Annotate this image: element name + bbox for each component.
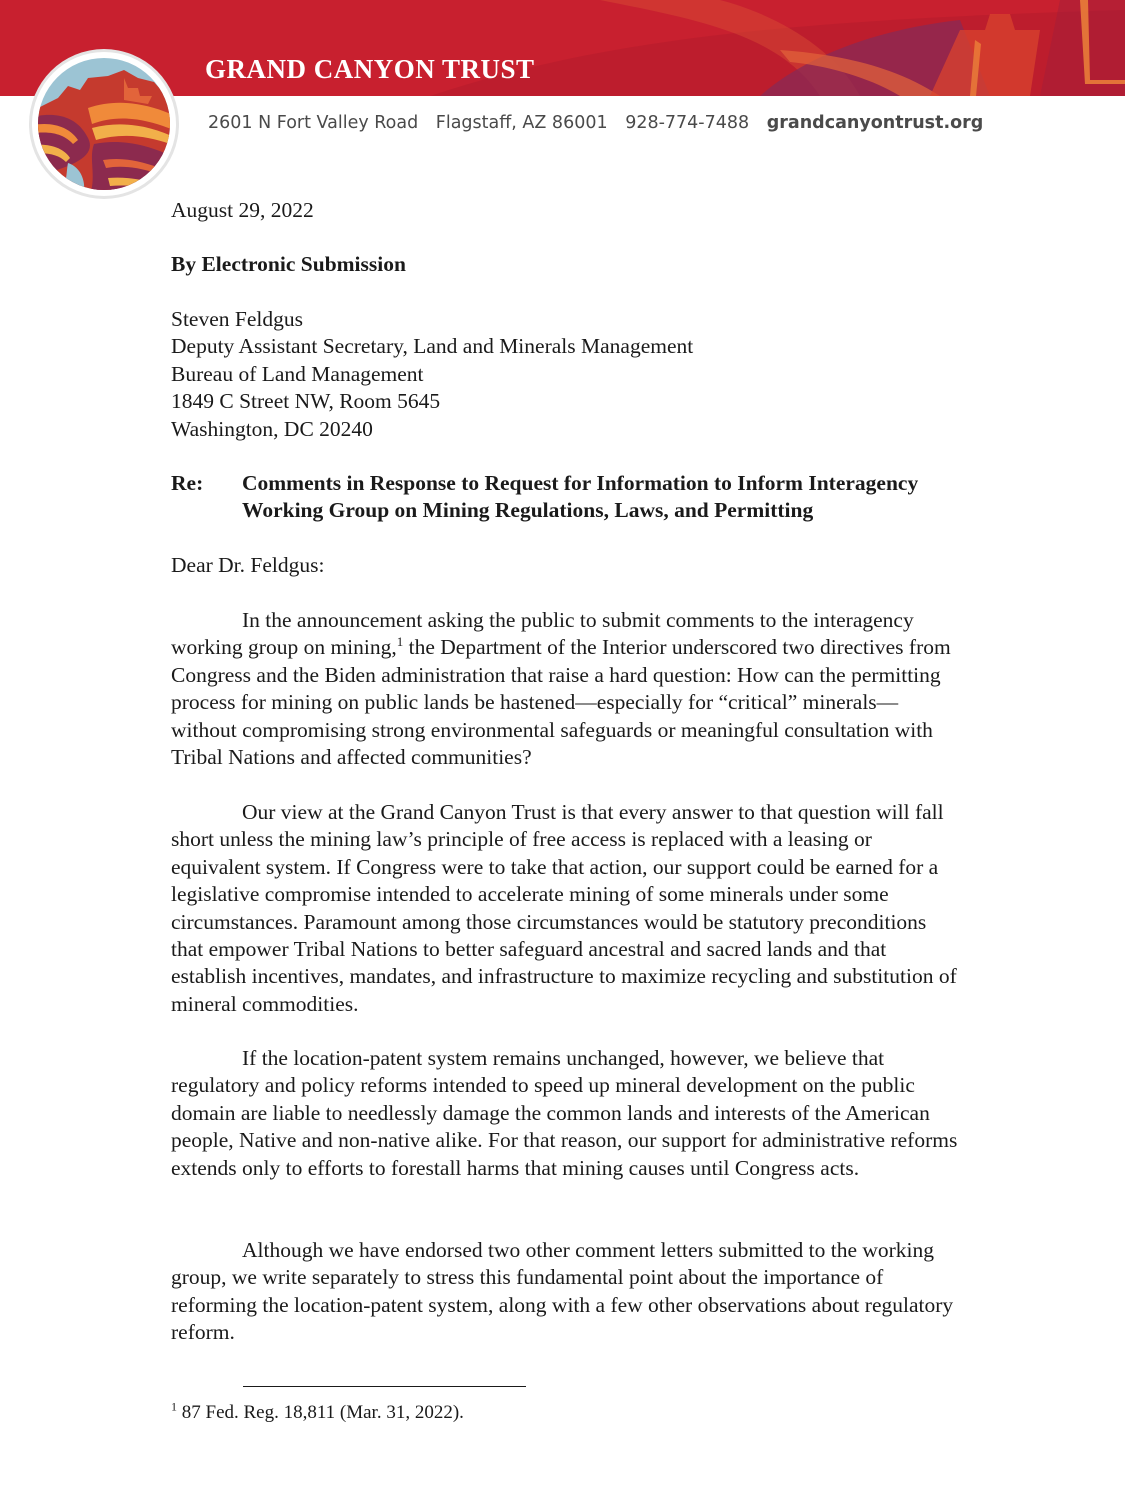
footnote-reference[interactable]: 1 — [396, 634, 404, 650]
paragraph-1-text-b: the Department of the Interior underscored two directives from Congress and the Biden administration that raise a hard question: How can the permitting process for mining on public lands be hastened—especially for “critical” minerals—without compromising strong environmental safeguards or meaningful consultation with Tribal Nations and affected communities? — [171, 635, 951, 770]
body-paragraph-4: Although we have endorsed two other comment letters submitted to the working group, we write separately to stress this fundamental point about the importance of reforming the location-patent system, along with a few other observations about regulatory reform. — [171, 1238, 954, 1345]
salutation: Dear Dr. Feldgus: — [171, 553, 325, 577]
body-paragraph-3: If the location-patent system remains unchanged, however, we believe that regulatory and policy reforms intended to speed up mineral development on the public domain are liable to needlessly damage the common lands and interests of the American people, Native and non-native alike. For that reason, our support for administrative reforms extends only to efforts to forestall harms that mining causes until Congress acts. — [171, 1046, 958, 1180]
body-paragraph-2: Our view at the Grand Canyon Trust is that every answer to that question will fall short unless the mining law’s principle of free access is replaced with a leasing or equivalent system. If Congress were to take that action, our support could be earned for a legislative compromise intended to accelerate mining of some minerals under some circumstances. Paramount among those circumstances would be statutory preconditions that empower Tribal Nations to better safeguard ancestral and sacred lands and that establish incentives, mandates, and infrastructure to maximize recycling and substitution of mineral commodities. — [171, 800, 957, 1016]
letter-date: August 29, 2022 — [171, 198, 314, 222]
re-label: Re: — [171, 471, 204, 495]
re-subject — [242, 470, 972, 525]
recipient-street: 1849 C Street NW, Room 5645 — [171, 389, 441, 414]
delivery-method: By Electronic Submission — [171, 252, 406, 276]
recipient-agency: Bureau of Land Management — [171, 361, 424, 386]
footnote — [171, 1401, 464, 1425]
re-subject-line-1: Comments in Response to Request for Information to Inform Interagency — [242, 471, 919, 495]
recipient-name: Steven Feldgus — [171, 307, 303, 331]
paragraph-1-text-a: In the announcement asking the public to submit comments to the interagency working group on mining, — [171, 608, 914, 660]
city-state-zip: Flagstaff, AZ 86001 — [435, 113, 608, 133]
street-address: 2601 N Fort Valley Road — [208, 113, 419, 133]
website-link[interactable]: grandcanyontrust.org — [766, 113, 984, 133]
org-name: GRAND CANYON TRUST — [205, 54, 535, 84]
recipient-title: Deputy Assistant Secretary, Land and Minerals Management — [171, 334, 694, 359]
canyon-logo-icon — [28, 48, 180, 200]
recipient-city: Washington, DC 20240 — [171, 416, 373, 441]
footnote-text: 87 Fed. Reg. 18,811 (Mar. 31, 2022). — [177, 1402, 464, 1423]
footnote-number: 1 — [171, 1399, 177, 1414]
phone-number: 928-774-7488 — [625, 113, 750, 133]
recipient-address-block — [171, 306, 693, 443]
re-subject-line-2: Working Group on Mining Regulations, Laws, and Permitting — [242, 498, 814, 523]
body-paragraph-1 — [171, 607, 961, 771]
contact-line — [208, 113, 983, 133]
footnote-divider — [243, 1386, 526, 1387]
